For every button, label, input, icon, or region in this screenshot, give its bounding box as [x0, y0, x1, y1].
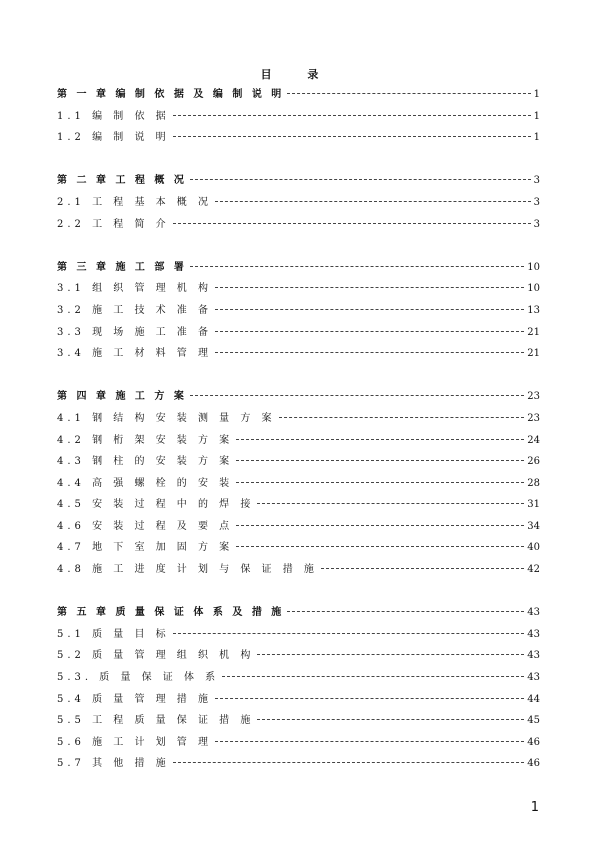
toc-label: 5.2 质 量 管 理 组 织 机 构 — [57, 650, 255, 662]
dot-leader — [190, 266, 524, 267]
toc-label: 4.7 地 下 室 加 固 方 案 — [57, 542, 234, 554]
dot-leader — [215, 741, 524, 742]
toc-chapter-5[interactable] — [57, 602, 540, 624]
toc-page: 43 — [527, 672, 540, 684]
toc-entry[interactable] — [57, 408, 540, 430]
toc-label: 1.1 编 制 依 据 — [57, 110, 170, 122]
table-of-contents — [57, 84, 540, 775]
toc-entry[interactable] — [57, 516, 540, 538]
toc-page: 43 — [527, 628, 540, 640]
toc-page: 44 — [527, 693, 540, 705]
toc-chapter-2[interactable] — [57, 170, 540, 192]
toc-page: 1 — [533, 89, 540, 100]
toc-label: 4.8 施 工 进 度 计 划 与 保 证 措 施 — [57, 564, 318, 576]
dot-leader — [215, 698, 524, 699]
toc-page: 10 — [527, 283, 540, 295]
dot-leader — [173, 136, 531, 137]
toc-label: 第 四 章 施 工 方 案 — [57, 391, 187, 403]
toc-label: 1.2 编 制 说 明 — [57, 132, 170, 144]
toc-label: 4.4 高 强 螺 栓 的 安 装 — [57, 477, 234, 489]
toc-page: 21 — [527, 326, 540, 338]
dot-leader — [215, 309, 524, 310]
toc-page: 40 — [527, 542, 540, 554]
toc-entry[interactable] — [57, 710, 540, 732]
toc-page: 43 — [527, 650, 540, 662]
toc-page: 1 — [533, 132, 540, 144]
toc-label: 第 二 章 工 程 概 况 — [57, 175, 187, 187]
toc-page: 31 — [527, 499, 540, 511]
toc-entry[interactable] — [57, 192, 540, 214]
dot-leader — [215, 201, 531, 202]
dot-leader — [236, 482, 524, 483]
toc-entry[interactable] — [57, 494, 540, 516]
toc-page: 23 — [527, 412, 540, 424]
dot-leader — [222, 676, 524, 677]
toc-label: 4.3 钢 柱 的 安 装 方 案 — [57, 456, 234, 468]
toc-label: 5.6 施 工 计 划 管 理 — [57, 736, 212, 748]
toc-chapter-3[interactable] — [57, 257, 540, 279]
dot-leader — [257, 503, 524, 504]
toc-label: 3.4 施 工 材 料 管 理 — [57, 348, 212, 360]
dot-leader — [190, 179, 531, 180]
toc-page: 42 — [527, 564, 540, 576]
dot-leader — [287, 611, 524, 612]
toc-label: 第 五 章 质 量 保 证 体 系 及 措 施 — [57, 607, 285, 619]
toc-page: 46 — [527, 758, 540, 770]
toc-page: 46 — [527, 736, 540, 748]
toc-entry[interactable] — [57, 300, 540, 322]
toc-entry[interactable] — [57, 667, 540, 689]
toc-page: 21 — [527, 348, 540, 360]
toc-page: 3 — [533, 196, 540, 208]
toc-entry[interactable] — [57, 689, 540, 711]
dot-leader — [173, 115, 531, 116]
dot-leader — [215, 352, 524, 353]
toc-entry[interactable] — [57, 127, 540, 149]
toc-label: 3.3 现 场 施 工 准 备 — [57, 326, 212, 338]
toc-entry[interactable] — [57, 537, 540, 559]
toc-page: 26 — [527, 456, 540, 468]
dot-leader — [257, 719, 524, 720]
dot-leader — [236, 460, 524, 461]
page-number: 1 — [530, 800, 539, 815]
dot-leader — [236, 525, 524, 526]
toc-page: 34 — [527, 520, 540, 532]
toc-page: 43 — [527, 607, 540, 619]
dot-leader — [173, 762, 525, 763]
dot-leader — [279, 417, 525, 418]
toc-label: 4.1 钢 结 构 安 装 测 量 方 案 — [57, 412, 276, 424]
toc-entry[interactable] — [57, 559, 540, 581]
toc-label: 4.5 安 装 过 程 中 的 焊 接 — [57, 499, 255, 511]
toc-chapter-1[interactable] — [57, 84, 540, 106]
toc-page: 1 — [533, 110, 540, 122]
toc-page: 3 — [533, 218, 540, 230]
dot-leader — [173, 223, 531, 224]
toc-label: 第 一 章 编 制 依 据 及 编 制 说 明 — [57, 89, 285, 100]
dot-leader — [257, 654, 524, 655]
dot-leader — [236, 546, 524, 547]
toc-page: 24 — [527, 434, 540, 446]
toc-label: 3.2 施 工 技 术 准 备 — [57, 304, 212, 316]
dot-leader — [287, 93, 530, 94]
toc-entry[interactable] — [57, 451, 540, 473]
toc-entry[interactable] — [57, 106, 540, 128]
toc-entry[interactable] — [57, 473, 540, 495]
toc-entry[interactable] — [57, 645, 540, 667]
toc-page: 10 — [527, 261, 540, 273]
toc-label: 5.1 质 量 目 标 — [57, 628, 170, 640]
toc-label: 第 三 章 施 工 部 署 — [57, 261, 187, 273]
toc-entry[interactable] — [57, 732, 540, 754]
toc-page: 13 — [527, 304, 540, 316]
toc-label: 4.6 安 装 过 程 及 要 点 — [57, 520, 234, 532]
dot-leader — [215, 287, 524, 288]
dot-leader — [215, 331, 524, 332]
dot-leader — [321, 568, 524, 569]
dot-leader — [236, 439, 524, 440]
toc-label: 3.1 组 织 管 理 机 构 — [57, 283, 212, 295]
toc-page: 3 — [533, 175, 540, 187]
toc-entry[interactable] — [57, 214, 540, 236]
dot-leader — [173, 633, 525, 634]
toc-label: 2.1 工 程 基 本 概 况 — [57, 196, 212, 208]
toc-page: 23 — [527, 391, 540, 403]
toc-label: 5.3. 质 量 保 证 体 系 — [57, 672, 220, 684]
toc-chapter-4[interactable] — [57, 386, 540, 408]
page-title: 目 录 — [260, 68, 335, 81]
toc-entry[interactable] — [57, 430, 540, 452]
toc-page: 28 — [527, 477, 540, 489]
toc-entry[interactable] — [57, 624, 540, 646]
toc-entry[interactable] — [57, 278, 540, 300]
toc-label: 5.4 质 量 管 理 措 施 — [57, 693, 212, 705]
toc-entry[interactable] — [57, 753, 540, 775]
toc-entry[interactable] — [57, 343, 540, 365]
toc-label: 2.2 工 程 简 介 — [57, 218, 170, 230]
toc-label: 4.2 钢 桁 架 安 装 方 案 — [57, 434, 234, 446]
toc-label: 5.5 工 程 质 量 保 证 措 施 — [57, 715, 255, 727]
dot-leader — [190, 395, 524, 396]
toc-entry[interactable] — [57, 322, 540, 344]
toc-page: 45 — [527, 715, 540, 727]
toc-label: 5.7 其 他 措 施 — [57, 758, 170, 770]
